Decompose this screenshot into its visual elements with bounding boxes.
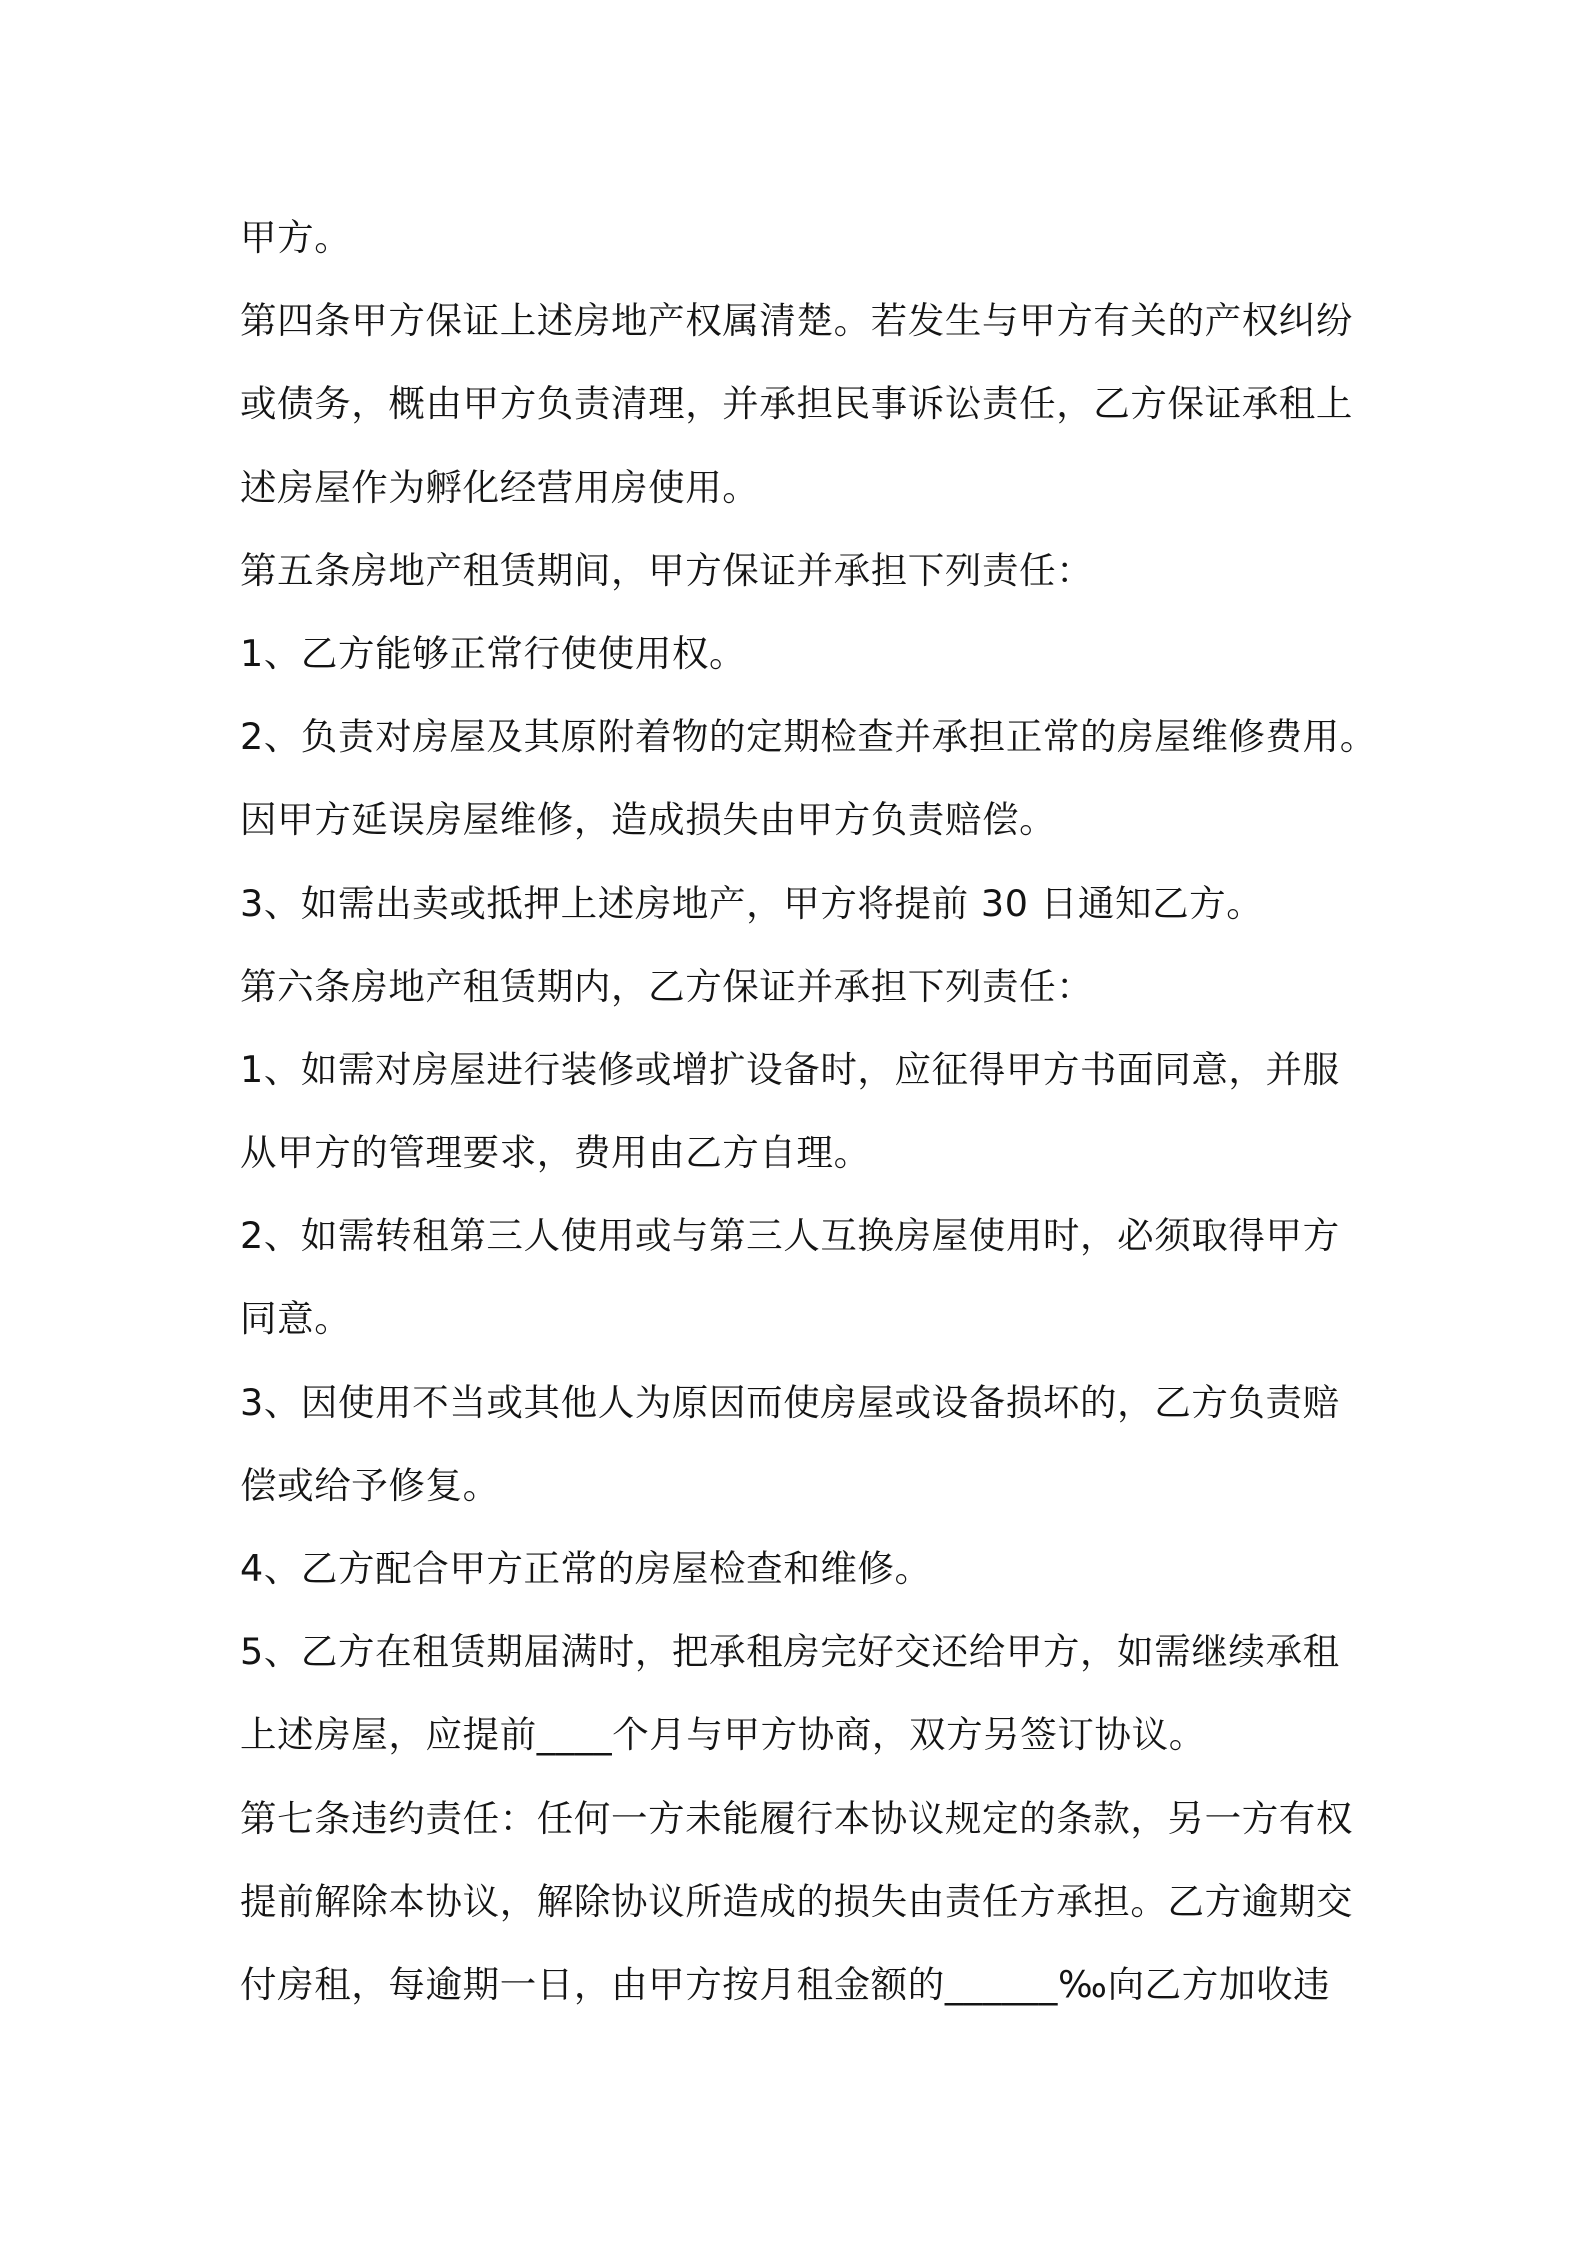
text-line: 3、如需出卖或抵押上述房地产，甲方将提前 30 日通知乙方。 (240, 881, 1264, 925)
text-line: 第四条甲方保证上述房地产权属清楚。若发生与甲方有关的产权纠纷 (240, 299, 1353, 343)
text-line: 付房租，每逾期一日，由甲方按月租金额的______‰向乙方加收违 (240, 1962, 1331, 2006)
text-line: 2、负责对房屋及其原附着物的定期检查并承担正常的房屋维修费用。 (240, 715, 1377, 759)
text-line: 第七条违约责任：任何一方未能履行本协议规定的条款，另一方有权 (240, 1796, 1353, 1840)
text-line: 甲方。 (240, 216, 352, 259)
text-line: 偿或给予修复。 (240, 1463, 500, 1507)
text-line: 3、因使用不当或其他人为原因而使房屋或设备损坏的，乙方负责赔 (240, 1380, 1340, 1424)
text-line: 从甲方的管理要求，费用由乙方自理。 (240, 1131, 871, 1175)
text-line: 第五条房地产租赁期间，甲方保证并承担下列责任： (240, 548, 1094, 592)
contract-text (240, 196, 1377, 2026)
text-line: 4、乙方配合甲方正常的房屋检查和维修。 (240, 1547, 932, 1590)
text-line: 提前解除本协议，解除协议所造成的损失由责任方承担。乙方逾期交 (240, 1879, 1353, 1923)
text-line: 或债务，概由甲方负责清理，并承担民事诉讼责任，乙方保证承租上 (240, 382, 1353, 426)
text-line: 同意。 (240, 1297, 352, 1341)
text-line: 上述房屋，应提前____个月与甲方协商，双方另签订协议。 (240, 1713, 1206, 1757)
text-line: 述房屋作为孵化经营用房使用。 (240, 465, 760, 509)
text-line: 1、乙方能够正常行使使用权。 (240, 631, 747, 675)
text-line: 5、乙方在租赁期届满时，把承租房完好交还给甲方，如需继续承租 (240, 1630, 1340, 1674)
text-line: 1、如需对房屋进行装修或增扩设备时，应征得甲方书面同意，并服 (240, 1047, 1340, 1091)
text-line: 第六条房地产租赁期内，乙方保证并承担下列责任： (240, 964, 1094, 1008)
text-line: 因甲方延误房屋维修，造成损失由甲方负责赔偿。 (240, 798, 1057, 842)
text-line: 2、如需转租第三人使用或与第三人互换房屋使用时，必须取得甲方 (240, 1214, 1340, 1258)
